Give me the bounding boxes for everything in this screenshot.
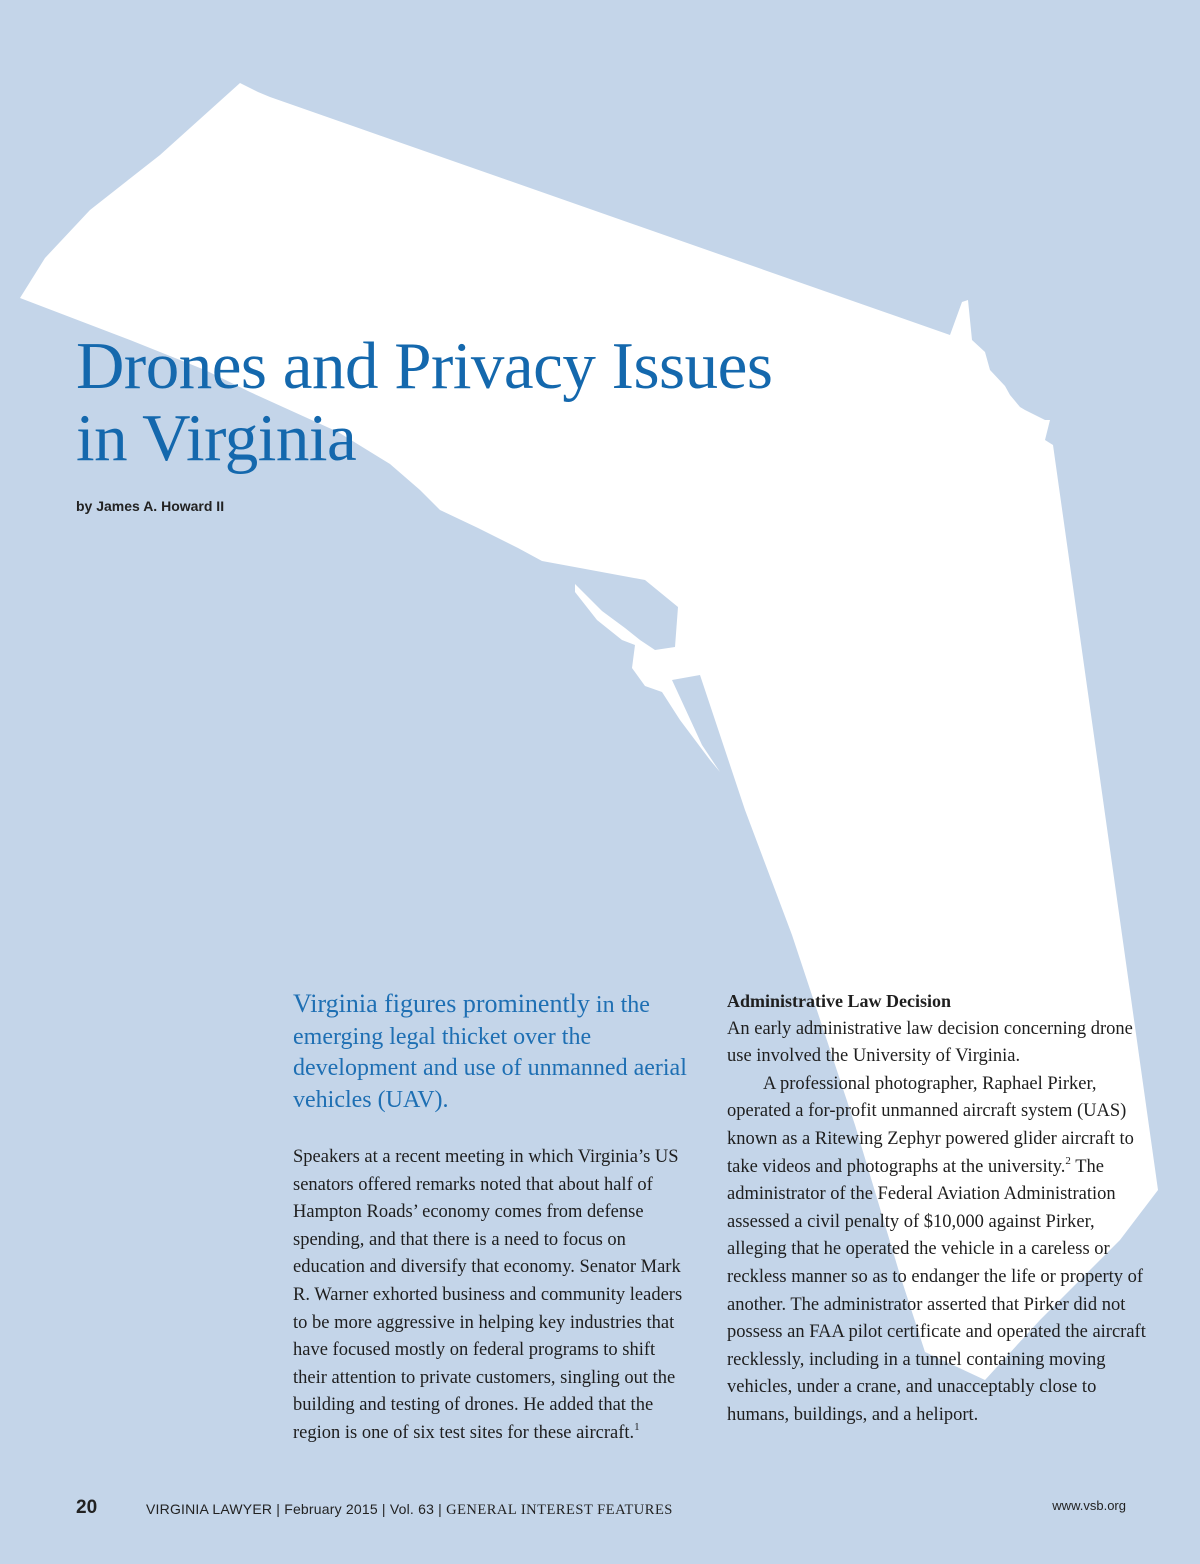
footnote-ref-2: 2 xyxy=(1065,1154,1071,1167)
lead-rest: in the emerging legal thicket over the development and use of unmanned aerial vehicles (UAV). xyxy=(293,992,687,1113)
title-line-1: Drones and Privacy Issues xyxy=(76,329,773,403)
title-line-2: in Virginia xyxy=(76,401,357,475)
website-link[interactable]: www.vsb.org xyxy=(1052,1498,1126,1513)
section-heading: Administrative Law Decision xyxy=(727,991,951,1011)
byline: by James A. Howard II xyxy=(76,498,225,514)
page-footer xyxy=(76,1497,1126,1523)
body-text: Speakers at a recent meeting in which Virginia’s US senators offered remarks noted that about half of Hampton Roads’ economy comes from defense spending, and that there is a need to focus on education and diversify that economy. Senator Mark R. Warner exhorted business and community leaders to be more aggressive in helping key industries that have focused mostly on federal programs to shift their attention to private customers, singling out the building and testing of drones. He added that the region is one of six test sites for these aircraft. xyxy=(293,1147,683,1443)
right-column xyxy=(727,988,1157,1430)
paragraph-2 xyxy=(727,1071,1157,1430)
paragraph-2-part-b: The administrator of the Federal Aviation Administration assessed a civil penalty of $10,000 against Pirker, alleging that he operated the vehicle in a careless or reckless manner so as to endanger the life or property of another. The administrator asserted that Pirker did not possess an FAA pilot certificate and operated the aircraft recklessly, including in a tunnel containing moving vehicles, under a crane, and unacceptably close to humans, buildings, and a heliport. xyxy=(727,1156,1146,1425)
paragraph-2-part-a: A professional photographer, Raphael Pirker, operated a for-profit unmanned aircraft system (UAS) known as a Ritewing Zephyr powered glider aircraft to take videos and photographs at the university. xyxy=(727,1073,1134,1177)
left-column xyxy=(293,988,693,1448)
paragraph-1: An early administrative law decision concerning drone use involved the University of Virginia. xyxy=(727,1018,1133,1067)
publication-info xyxy=(146,1501,673,1519)
body-paragraph xyxy=(293,1144,693,1448)
page-number: 20 xyxy=(76,1497,98,1518)
lead-strong: Virginia figures prominently xyxy=(293,989,590,1018)
publication-name: VIRGINIA LAWYER | February 2015 | Vol. 63 | xyxy=(146,1501,447,1517)
article-title xyxy=(76,330,772,474)
footnote-ref-1: 1 xyxy=(634,1420,640,1433)
lead-paragraph xyxy=(293,988,693,1116)
section-name: GENERAL INTEREST FEATURES xyxy=(446,1502,673,1518)
